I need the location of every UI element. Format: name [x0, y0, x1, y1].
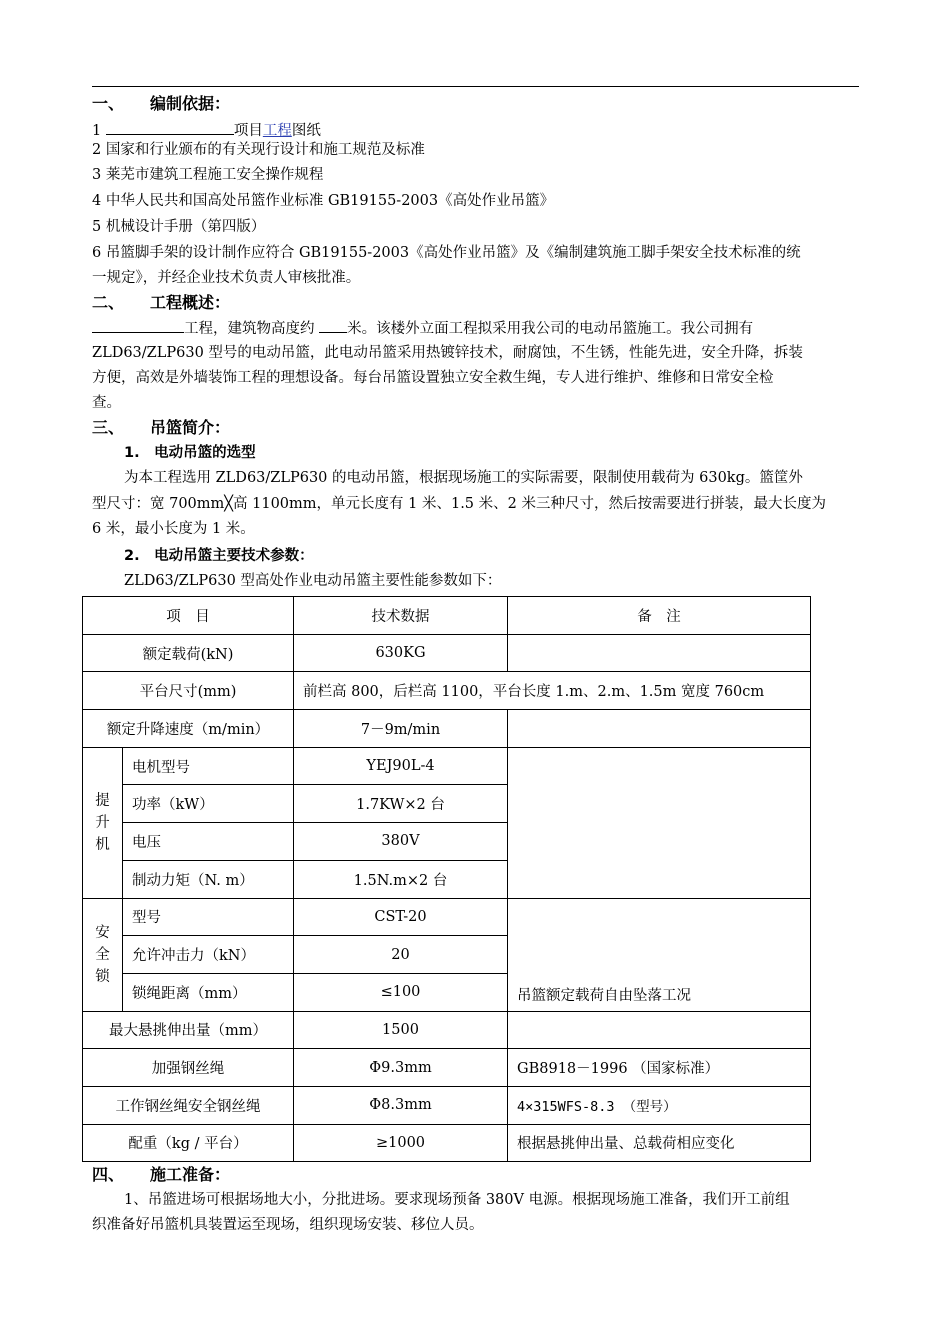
- basis-item-6-line-1: 6 吊篮脚手架的设计制作应符合 GB19155-2003《高处作业吊篮》及《编制建筑施工脚手架安全技术标准的统: [92, 245, 801, 261]
- basis-item-5: 5 机械设计手册（第四版）: [92, 219, 266, 235]
- table-caption: ZLD63/ZLP630 型高处作业电动吊篮主要性能参数如下：: [124, 573, 502, 589]
- prep-para-line-1: 1、吊篮进场可根据场地大小，分批进场。要求现场预备 380V 电源。根据现场施工准备，我们开工前组: [124, 1192, 790, 1208]
- row-value: 1.5N.m×2 台: [294, 860, 508, 898]
- row-label: 平台尺寸(mm): [83, 672, 294, 710]
- row-value: CST-20: [294, 898, 508, 936]
- section-2-heading: 二、 工程概述：: [92, 293, 231, 312]
- row-note: [508, 1011, 811, 1049]
- intro-para-line-2: 型尺寸：宽 700mm╳高 1100mm，单元长度有 1 米、1.5 米、2 米三种尺寸，然后按需要进行拼装，最大长度为: [92, 496, 826, 512]
- row-label: 额定载荷(kN): [83, 634, 294, 672]
- project-blank: [92, 318, 184, 333]
- row-label: 额定升降速度（m/min）: [83, 710, 294, 748]
- table-row: [83, 1086, 811, 1124]
- row-label: 功率（kW）: [123, 785, 294, 823]
- basis-item-6-line-2: 一规定》，并经企业技术负责人审核批准。: [92, 270, 361, 286]
- section-1-heading: 一、 编制依据：: [92, 94, 231, 113]
- section-3-heading: 三、 吊篮简介：: [92, 418, 231, 437]
- engineering-link[interactable]: 工程: [262, 123, 292, 139]
- table-header-row: [83, 597, 811, 635]
- subsection-2-heading: 2. 电动吊篮主要技术参数：: [124, 548, 314, 564]
- row-value: Φ9.3mm: [294, 1049, 508, 1087]
- row-value: ≥1000: [294, 1124, 508, 1162]
- lock-group-label: 安 全 锁: [83, 898, 123, 1011]
- row-value: 380V: [294, 823, 508, 861]
- basis-item-3: 3 莱芜市建筑工程施工安全操作规程: [92, 167, 324, 183]
- row-value: 1.7KW×2 台: [294, 785, 508, 823]
- intro-para-line-3: 6 米，最小长度为 1 米。: [92, 521, 255, 537]
- row-value: 7－9m/min: [294, 710, 508, 748]
- row-note: GB8918－1996 （国家标准）: [508, 1049, 811, 1087]
- row-label: 加强钢丝绳: [83, 1049, 294, 1087]
- row-note: [508, 710, 811, 748]
- header-item: 项 目: [83, 597, 294, 635]
- table-row: [83, 747, 811, 785]
- table-row: [83, 898, 811, 936]
- header-data: 技术数据: [294, 597, 508, 635]
- row-label: 制动力矩（N. m）: [123, 860, 294, 898]
- section-4-heading: 四、 施工准备：: [92, 1165, 231, 1184]
- header-note: 备 注: [508, 597, 811, 635]
- row-note: 4×315WFS-8.3 （型号）: [508, 1086, 811, 1124]
- row-value: 1500: [294, 1011, 508, 1049]
- row-value: 20: [294, 936, 508, 974]
- height-blank: [319, 318, 347, 333]
- prep-para-line-2: 织准备好吊篮机具装置运至现场，组织现场安装、移位人员。: [92, 1217, 484, 1233]
- row-note: 根据悬挑伸出量、总载荷相应变化: [508, 1124, 811, 1162]
- hoist-group-label: 提 升 机: [83, 747, 123, 898]
- overview-line-3: 方便，高效是外墙装饰工程的理想设备。每台吊篮设置独立安全救生绳，专人进行维护、维修和日常安全检: [92, 370, 774, 386]
- overview-line-4: 查。: [92, 395, 121, 411]
- table-row: [83, 710, 811, 748]
- lock-note: 吊篮额定载荷自由坠落工况: [508, 898, 811, 1011]
- header-rule: [92, 86, 859, 87]
- row-value: 630KG: [294, 634, 508, 672]
- row-label: 工作钢丝绳安全钢丝绳: [83, 1086, 294, 1124]
- row-label: 允许冲击力（kN）: [123, 936, 294, 974]
- project-name-blank: [106, 120, 234, 135]
- basis-item-1: 1 项目工程图纸: [92, 120, 321, 141]
- table-row: [83, 1049, 811, 1087]
- hoist-note: [508, 747, 811, 898]
- row-note: [508, 634, 811, 672]
- row-value: Φ8.3mm: [294, 1086, 508, 1124]
- subsection-1-heading: 1. 电动吊篮的选型: [124, 445, 256, 461]
- overview-line-2: ZLD63/ZLP630 型号的电动吊篮，此电动吊篮采用热镀锌技术，耐腐蚀，不生锈，性能先进，安全升降，拆装: [92, 345, 803, 361]
- row-value: ≤100: [294, 973, 508, 1011]
- table-row: [83, 1124, 811, 1162]
- overview-line-1: 工程，建筑物高度约 米。该楼外立面工程拟采用我公司的电动吊篮施工。我公司拥有: [92, 318, 753, 339]
- row-label: 电机型号: [123, 747, 294, 785]
- row-value: 前栏高 800，后栏高 1100，平台长度 1.m、2.m、1.5m 宽度 760cm: [294, 672, 811, 710]
- intro-para-line-1: 为本工程选用 ZLD63/ZLP630 的电动吊篮，根据现场施工的实际需要，限制使用载荷为 630kg。篮筐外: [124, 470, 803, 486]
- row-label: 型号: [123, 898, 294, 936]
- row-label: 电压: [123, 823, 294, 861]
- table-row: [83, 1011, 811, 1049]
- row-value: YEJ90L-4: [294, 747, 508, 785]
- row-label: 配重（kg / 平台）: [83, 1124, 294, 1162]
- spec-table: [82, 596, 811, 1162]
- row-label: 锁绳距离（mm）: [123, 973, 294, 1011]
- row-label: 最大悬挑伸出量（mm）: [83, 1011, 294, 1049]
- basis-item-4: 4 中华人民共和国高处吊篮作业标准 GB19155-2003《高处作业吊篮》: [92, 193, 555, 209]
- basis-item-2: 2 国家和行业颁布的有关现行设计和施工规范及标准: [92, 142, 425, 158]
- table-row: [83, 672, 811, 710]
- table-row: [83, 634, 811, 672]
